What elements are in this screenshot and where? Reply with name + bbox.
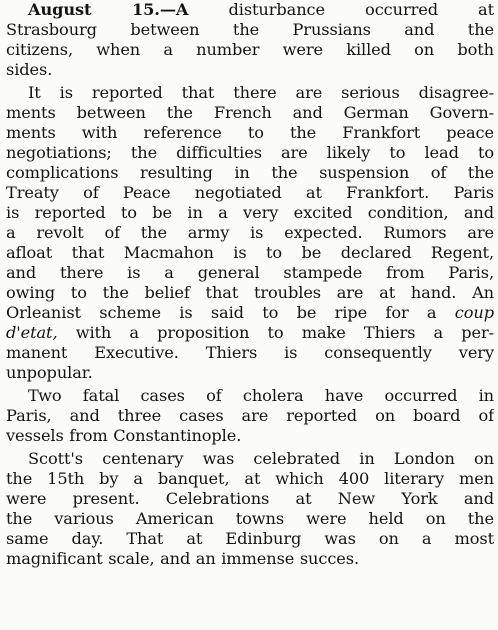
text-line: It is reported that there are serious disagree-: [28, 83, 494, 102]
text-line: manent Executive. Thiers is consequently very: [6, 343, 494, 362]
text-line: a revolt of the army is expected. Rumors are: [6, 223, 494, 242]
text-line: is reported to be in a very excited condition, and: [6, 203, 494, 222]
text-line: sides.: [6, 60, 53, 79]
text-line: Paris, and three cases are reported on board of: [6, 406, 494, 425]
line-text: Orleanist scheme is said to be ripe for a: [6, 303, 437, 322]
text-line: Scott's centenary was celebrated in London on: [28, 449, 494, 468]
text-line: unpopular.: [6, 363, 93, 382]
text-line: [6, 323, 494, 343]
text-line: citizens, when a number were killed on both: [6, 40, 494, 59]
paragraph-france-germany: [6, 83, 494, 383]
text-line: [6, 0, 494, 20]
text-line: complications resulting in the suspension of the: [6, 163, 494, 182]
text-line: Strasbourg between the Prussians and the: [6, 20, 494, 39]
text-line: the 15th by a banquet, at which 400 literary men: [6, 469, 494, 488]
line-text: disturbance occurred at: [228, 0, 494, 19]
line-text: with a proposition to make Thiers a per-: [75, 323, 494, 342]
text-line: the various American towns were held on the: [6, 509, 494, 528]
paragraph-scott-centenary: [6, 449, 494, 569]
paragraph-cholera: [6, 386, 494, 446]
italic-text: d'etat,: [6, 323, 58, 342]
dateline-dash: —A: [159, 0, 189, 19]
italic-text: coup: [454, 303, 494, 322]
text-line: [6, 303, 494, 323]
text-line: ments with reference to the Frankfort peace: [6, 123, 494, 142]
text-line: Two fatal cases of cholera have occurred in: [28, 386, 494, 405]
text-line: owing to the belief that troubles are at hand. An: [6, 283, 494, 302]
text-line: afloat that Macmahon is to be declared Regent,: [6, 243, 494, 262]
text-line: ments between the French and German Govern-: [6, 103, 494, 122]
text-line: vessels from Constantinople.: [6, 426, 242, 445]
text-line: same day. That at Edinburg was on a most: [6, 529, 494, 548]
text-line: and there is a general stampede from Paris,: [6, 263, 494, 282]
text-line: magnificant scale, and an immense succes.: [6, 549, 360, 568]
text-line: Treaty of Peace negotiated at Frankfort. Paris: [6, 183, 494, 202]
paragraph-strasbourg: [6, 0, 494, 80]
dateline: August 15.: [28, 0, 160, 19]
text-line: were present. Celebrations at New York and: [6, 489, 494, 508]
text-line: negotiations; the difficulties are likely to lead to: [6, 143, 494, 162]
